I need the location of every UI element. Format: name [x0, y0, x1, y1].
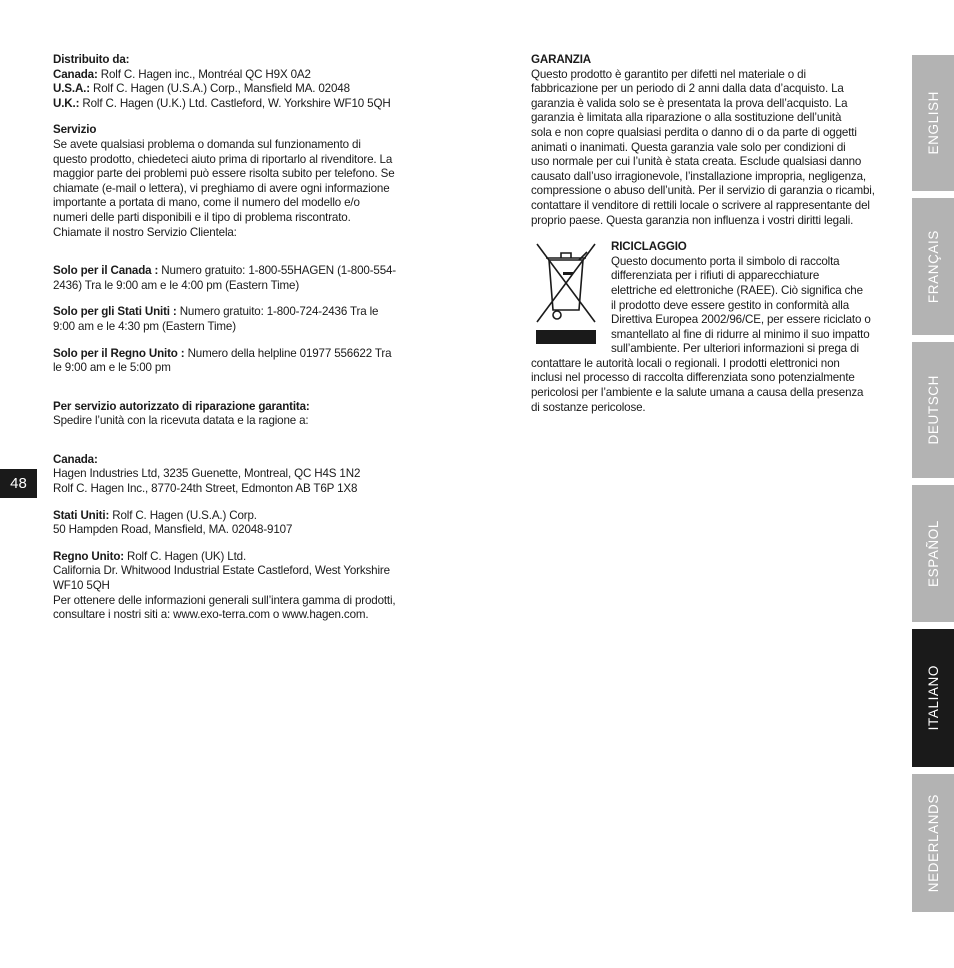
recycling-block: RICICLAGGIO Questo documento porta il simbolo di raccolta differenziata per i rifiuti di apparecchiature elettriche ed elettroniche (RAEE). Ciò significa che il prodotto deve essere gestito in conformità alla Direttiva Europea 2002/96/CE, per essere riciclato o smantellato al fine di ridurre al minimo il suo impatto sull’ambiente. Per ulteriori informazioni si prega di contattare le autorità locali o regionali. I prodotti elettronici non inclusi nel processo di raccolta differenziata sono potenzialmente pericolosi per l’ambiente e la salute umana a causa della presenza di sostanze pericolose.	[531, 240, 901, 415]
left-column	[53, 53, 425, 635]
page-number: 48	[0, 469, 37, 498]
distributor-title: Distribuito da:	[53, 53, 130, 66]
tab-deutsch[interactable]: DEUTSCH	[912, 342, 954, 478]
service-line: importante a portata di mano, come il numero del modello e/o	[53, 196, 360, 210]
service-title: Servizio	[53, 123, 97, 137]
repair-title: Per servizio autorizzato di riparazione garantita:	[53, 399, 310, 413]
usa-hotline-block: Solo per gli Stati Uniti : Numero gratuito: 1-800-724-2436 Tra le 9:00 am e le 4:30 pm (Eastern Time)	[53, 305, 379, 333]
distributor-usa: U.S.A.: Rolf C. Hagen (U.S.A.) Corp., Mansfield MA. 02048	[53, 82, 350, 96]
distributor-canada: Canada: Rolf C. Hagen inc., Montréal QC H9X 0A2	[53, 67, 311, 81]
uk-hotline-block: Solo per il Regno Unito : Numero della helpline 01977 556622 Tra le 9:00 am e le 5:00 pm	[53, 346, 392, 375]
service-line: chiamate (e-mail o lettera), vi preghiamo di avere ogni informazione	[53, 181, 390, 195]
recycling-title: RICICLAGGIO	[611, 240, 687, 254]
wheelie-bin-svg	[535, 240, 597, 328]
warranty-block: GARANZIA Questo prodotto è garantito per difetti nel materiale o di fabbricazione per un periodo di 2 anni dalla data d’acquisto. La garanzia è valida solo se è presentata la prova dell’acquisto. La garanzia è limitata alla riparazione o alla sostituzione dell’unità sola e non copre qualsiasi perdita o danno di o da parte di oggetti animati o inanimati. Questa garanzia vale solo per condizioni di uso normale per cui l’unità è stata creata. Esclude qualsiasi danno causato dall’uso irragionevole, l’installazione impropria, negligenza, compressione o abuso dell’unità. Per il servizio di garanzia o ricambi, contattare il venditore di rettili locale o scrivere al rappresentante del proprio paese. Questa garanzia non influenza i vostri diritti legali.	[531, 53, 901, 228]
tab-francais[interactable]: FRANÇAIS	[912, 198, 954, 335]
tab-english[interactable]: ENGLISH	[912, 55, 954, 191]
right-column	[531, 53, 901, 427]
service-line: numeri delle parti disponibili e il tipo di problema riscontrato.	[53, 210, 351, 224]
weee-black-bar	[536, 330, 596, 344]
tab-espanol[interactable]: ESPAÑOL	[912, 485, 954, 622]
canada-hotline-block: Solo per il Canada : Numero gratuito: 1-800-55HAGEN (1-800-554- 2436) Tra le 9:00 am e le 4:00 pm (Eastern Time)	[53, 264, 397, 292]
service-block	[53, 123, 425, 240]
crossed-out-wheelie-bin-icon	[531, 240, 609, 348]
repair-block: Per servizio autorizzato di riparazione garantita: Spedire l’unità con la ricevuta datata e la ragione a:	[53, 400, 425, 429]
warranty-title: GARANZIA	[531, 53, 591, 66]
tab-nederlands[interactable]: NEDERLANDS	[912, 774, 954, 912]
service-line: Chiamate il nostro Servizio Clientela:	[53, 225, 237, 239]
service-line: maggior parte dei problemi può essere risolta subito per telefono. Se	[53, 167, 395, 181]
service-line: Se avete qualsiasi problema o domanda sul funzionamento di	[53, 137, 361, 151]
tab-italiano[interactable]: ITALIANO	[912, 629, 954, 767]
usa-address-block: Stati Uniti: Rolf C. Hagen (U.S.A.) Corp. 50 Hampden Road, Mansfield, MA. 02048-9107	[53, 508, 293, 537]
distributor-block	[53, 53, 425, 111]
distributor-uk: U.K.: Rolf C. Hagen (U.K.) Ltd. Castleford, W. Yorkshire WF10 5QH	[53, 96, 391, 110]
canada-address-block: Canada: Hagen Industries Ltd, 3235 Guenette, Montreal, QC H4S 1N2 Rolf C. Hagen Inc., 8770-24th Street, Edmonton AB T6P 1X8	[53, 452, 361, 496]
service-line: questo prodotto, chiedeteci aiuto prima di riportarlo al rivenditore. La	[53, 152, 393, 166]
uk-address-block: Regno Unito: Rolf C. Hagen (UK) Ltd. California Dr. Whitwood Industrial Estate Castleford, West Yorkshire WF10 5QH Per ottenere delle informazioni generali sull’intera gamma di prodotti, consultare i nostri siti a: www.exo-terra.com o www.hagen.com.	[53, 549, 396, 622]
